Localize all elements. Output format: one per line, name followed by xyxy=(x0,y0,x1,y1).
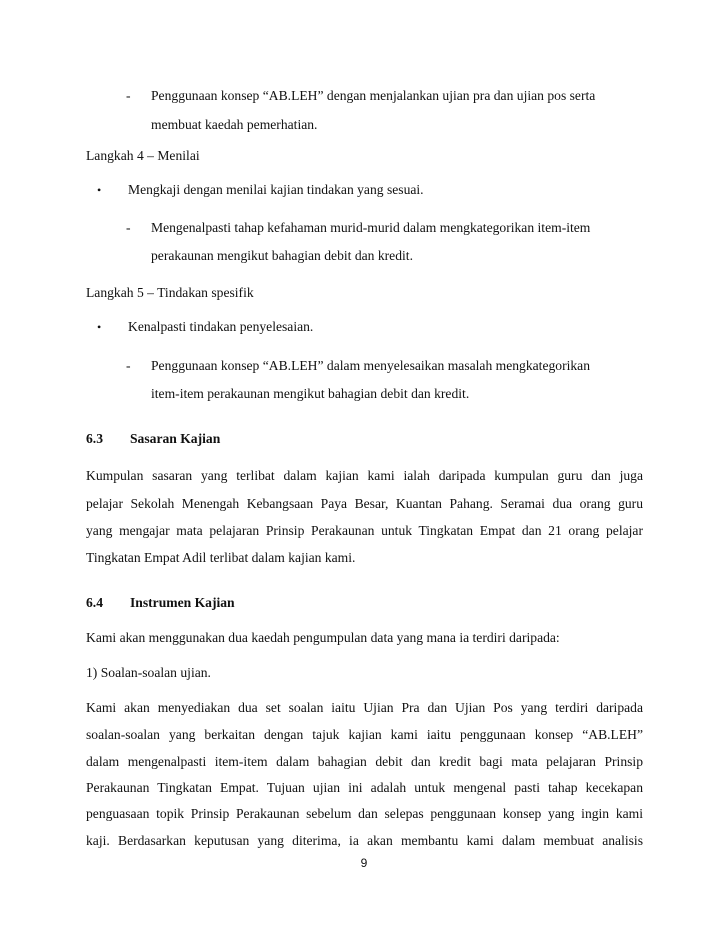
step5-heading: Langkah 5 – Tindakan spesifik xyxy=(86,285,254,300)
paragraph-line: Kumpulan sasaran yang terlibat dalam kajian kami ialah daripada kumpulan guru dan juga xyxy=(86,468,643,483)
dash-marker: - xyxy=(126,220,131,235)
paragraph-line: penguasaan topik Prinsip Perakaunan sebelum dan selepas penggunaan konsep yang ingin kami xyxy=(86,806,643,821)
step3-sub-line-1: Penggunaan konsep “AB.LEH” dengan menjalankan ujian pra dan ujian pos serta xyxy=(151,88,596,103)
step5-sub-line-2: item-item perakaunan mengikut bahagian debit dan kredit. xyxy=(151,386,470,401)
step4-bullet-text: Mengkaji dengan menilai kajian tindakan yang sesuai. xyxy=(128,182,424,197)
section-6-3-number: 6.3 xyxy=(86,431,103,446)
step4-heading: Langkah 4 – Menilai xyxy=(86,148,200,163)
paragraph-line: Tingkatan Empat Adil terlibat dalam kajian kami. xyxy=(86,550,356,565)
step3-sub-line-2: membuat kaedah pemerhatian. xyxy=(151,117,318,132)
step5-bullet-text: Kenalpasti tindakan penyelesaian. xyxy=(128,319,314,334)
paragraph-line: pelajar Sekolah Menengah Kebangsaan Paya Besar, Kuantan Pahang. Seramai dua orang guru xyxy=(86,496,643,511)
dash-marker: - xyxy=(126,358,131,373)
bullet-marker: • xyxy=(97,183,102,197)
dash-marker: - xyxy=(126,88,131,103)
paragraph-line: kaji. Berdasarkan keputusan yang diterima, ia akan membantu kami dalam membuat analisis xyxy=(86,833,643,848)
paragraph-line: yang mengajar mata pelajaran Prinsip Perakaunan untuk Tingkatan Empat dan 21 orang pelajar xyxy=(86,523,643,538)
section-6-4-intro: Kami akan menggunakan dua kaedah pengumpulan data yang mana ia terdiri daripada: xyxy=(86,630,560,645)
paragraph-line: Perakaunan Tingkatan Empat. Tujuan ujian ini adalah untuk mengenal pasti tahap kecekapan xyxy=(86,780,643,795)
section-6-4-title: Instrumen Kajian xyxy=(130,595,235,610)
section-6-4-number: 6.4 xyxy=(86,595,103,610)
paragraph-line: soalan-soalan yang berkaitan dengan tajuk kajian kami iaitu penggunaan konsep “AB.LEH” xyxy=(86,727,643,742)
page-number: 9 xyxy=(360,856,368,870)
step4-sub-line-1: Mengenalpasti tahap kefahaman murid-murid dalam mengkategorikan item-item xyxy=(151,220,591,235)
section-6-3-title: Sasaran Kajian xyxy=(130,431,221,446)
bullet-marker: • xyxy=(97,320,102,334)
paragraph-line: dalam mengenalpasti item-item dalam bahagian debit dan kredit bagi mata pelajaran Prinsip xyxy=(86,754,643,769)
section-6-4-item-1: 1) Soalan-soalan ujian. xyxy=(86,665,211,680)
step4-sub-line-2: perakaunan mengikut bahagian debit dan kredit. xyxy=(151,248,413,263)
step5-sub-line-1: Penggunaan konsep “AB.LEH” dalam menyelesaikan masalah mengkategorikan xyxy=(151,358,591,373)
paragraph-line: Kami akan menyediakan dua set soalan iaitu Ujian Pra dan Ujian Pos yang terdiri daripada xyxy=(86,700,643,715)
